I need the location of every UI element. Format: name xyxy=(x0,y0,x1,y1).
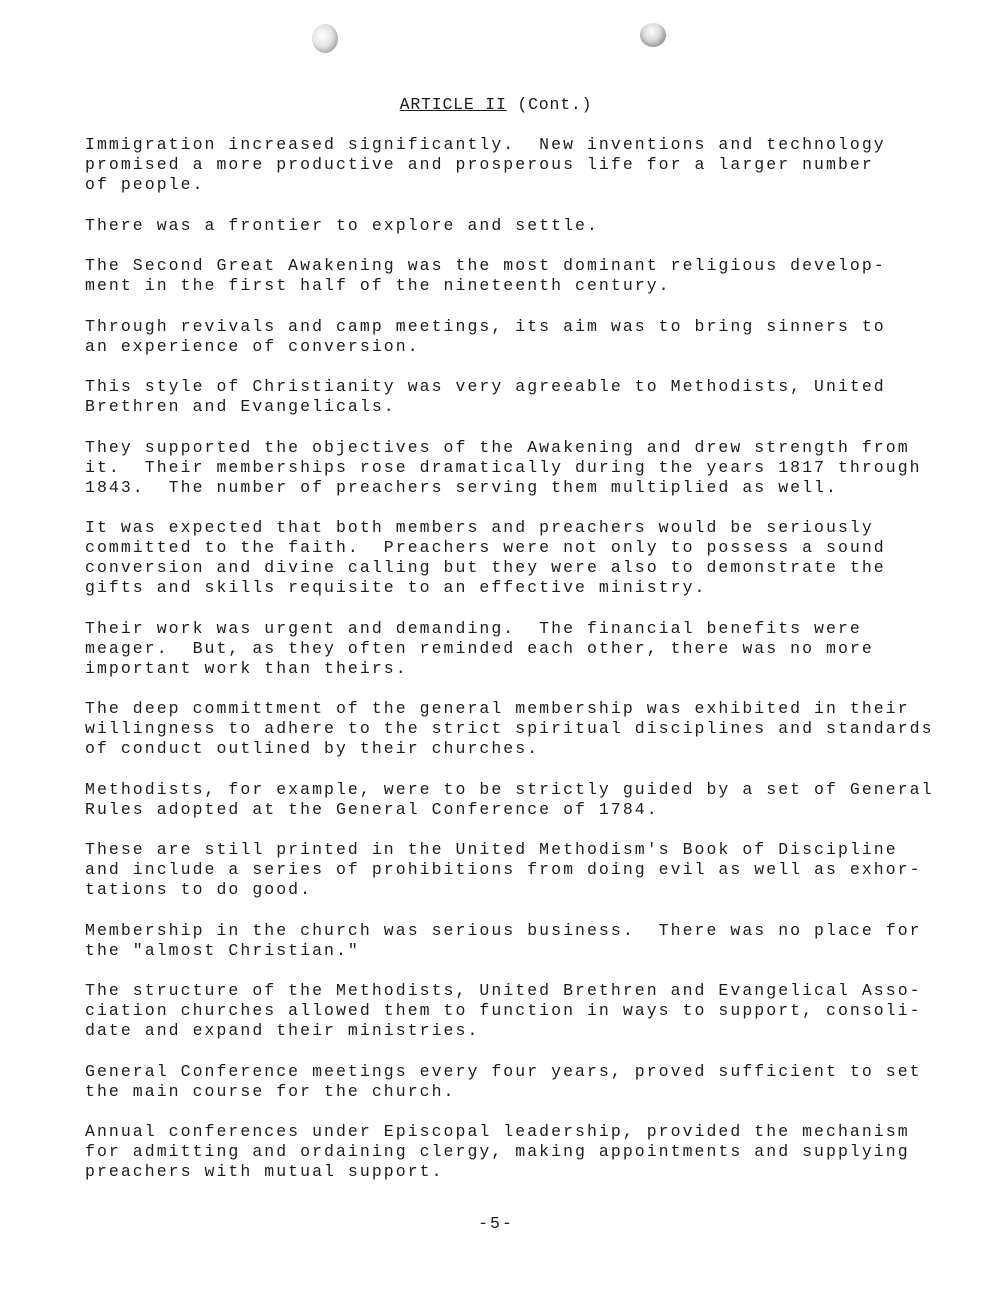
punch-hole-left xyxy=(312,24,338,53)
paragraph xyxy=(85,256,965,296)
text-line: The structure of the Methodists, United Brethren and Evangelical Asso- xyxy=(85,981,922,1000)
paragraph xyxy=(85,1062,965,1102)
text-line: Immigration increased significantly. New inventions and technology xyxy=(85,135,886,154)
text-line: committed to the faith. Preachers were not only to possess a sound xyxy=(85,538,886,557)
text-line: it. Their memberships rose dramatically during the years 1817 through xyxy=(85,457,922,477)
text-line: important work than theirs. xyxy=(85,658,408,678)
paragraph xyxy=(85,1122,965,1182)
paragraph xyxy=(85,780,965,820)
text-line: and include a series of prohibitions from doing evil as well as exhor- xyxy=(85,860,922,879)
text-line: of people. xyxy=(85,175,205,194)
text-line: ment in the first half of the nineteenth century. xyxy=(85,276,671,295)
text-line: conversion and divine calling but they were also to demonstrate the xyxy=(85,558,886,577)
text-line: meager. But, as they often reminded each other, there was no more xyxy=(85,638,874,658)
text-line: for admitting and ordaining clergy, making appointments and supplying xyxy=(85,1142,910,1161)
paragraph xyxy=(85,438,965,498)
paragraph xyxy=(85,981,965,1041)
text-line: an experience of conversion. xyxy=(85,336,420,356)
paragraph xyxy=(85,518,965,598)
text-line: The Second Great Awakening was the most dominant religious develop- xyxy=(85,256,886,275)
text-line: tations to do good. xyxy=(85,880,313,899)
heading-suffix: (Cont.) xyxy=(506,95,593,114)
text-line: There was a frontier to explore and settle. xyxy=(85,215,599,235)
text-line: The deep committment of the general membership was exhibited in their xyxy=(85,699,910,718)
text-line: preachers with mutual support. xyxy=(85,1162,444,1181)
text-line: These are still printed in the United Methodism's Book of Discipline xyxy=(85,840,898,859)
paragraph xyxy=(85,840,965,900)
paragraph xyxy=(85,619,965,679)
text-line: General Conference meetings every four years, proved sufficient to set xyxy=(85,1061,922,1081)
text-line: gifts and skills requisite to an effective ministry. xyxy=(85,578,707,597)
text-line: of conduct outlined by their churches. xyxy=(85,739,540,758)
text-line: They supported the objectives of the Awakening and drew strength from xyxy=(85,437,910,457)
text-line: Rules adopted at the General Conference of 1784. xyxy=(85,799,659,819)
punch-hole-right xyxy=(640,23,666,47)
page-number: -5- xyxy=(478,1214,514,1233)
text-line: the "almost Christian." xyxy=(85,940,360,960)
paragraph xyxy=(85,216,965,236)
text-line: Brethren and Evangelicals. xyxy=(85,397,396,416)
text-line: Membership in the church was serious business. There was no place for xyxy=(85,920,922,940)
text-line: 1843. The number of preachers serving them multiplied as well. xyxy=(85,477,838,497)
text-line: Annual conferences under Episcopal leadership, provided the mechanism xyxy=(85,1122,910,1141)
text-line: date and expand their ministries. xyxy=(85,1021,480,1040)
text-line: It was expected that both members and preachers would be seriously xyxy=(85,518,874,537)
text-line: Methodists, for example, were to be strictly guided by a set of General xyxy=(85,779,934,799)
paragraph xyxy=(85,135,965,195)
paragraph xyxy=(85,699,965,759)
text-line: ciation churches allowed them to function in ways to support, consoli- xyxy=(85,1001,922,1020)
text-line: promised a more productive and prosperous life for a larger number xyxy=(85,155,874,174)
text-line: the main course for the church. xyxy=(85,1081,456,1101)
paragraph xyxy=(85,377,965,417)
text-line: willingness to adhere to the strict spiritual disciplines and standards xyxy=(85,719,934,738)
page-heading xyxy=(0,95,992,114)
document-body xyxy=(85,135,965,1203)
text-line: Through revivals and camp meetings, its aim was to bring sinners to xyxy=(85,316,886,336)
paragraph xyxy=(85,317,965,357)
heading-title: ARTICLE II xyxy=(399,95,507,114)
text-line: Their work was urgent and demanding. The financial benefits were xyxy=(85,618,862,638)
paragraph xyxy=(85,921,965,961)
text-line: This style of Christianity was very agreeable to Methodists, United xyxy=(85,377,886,396)
